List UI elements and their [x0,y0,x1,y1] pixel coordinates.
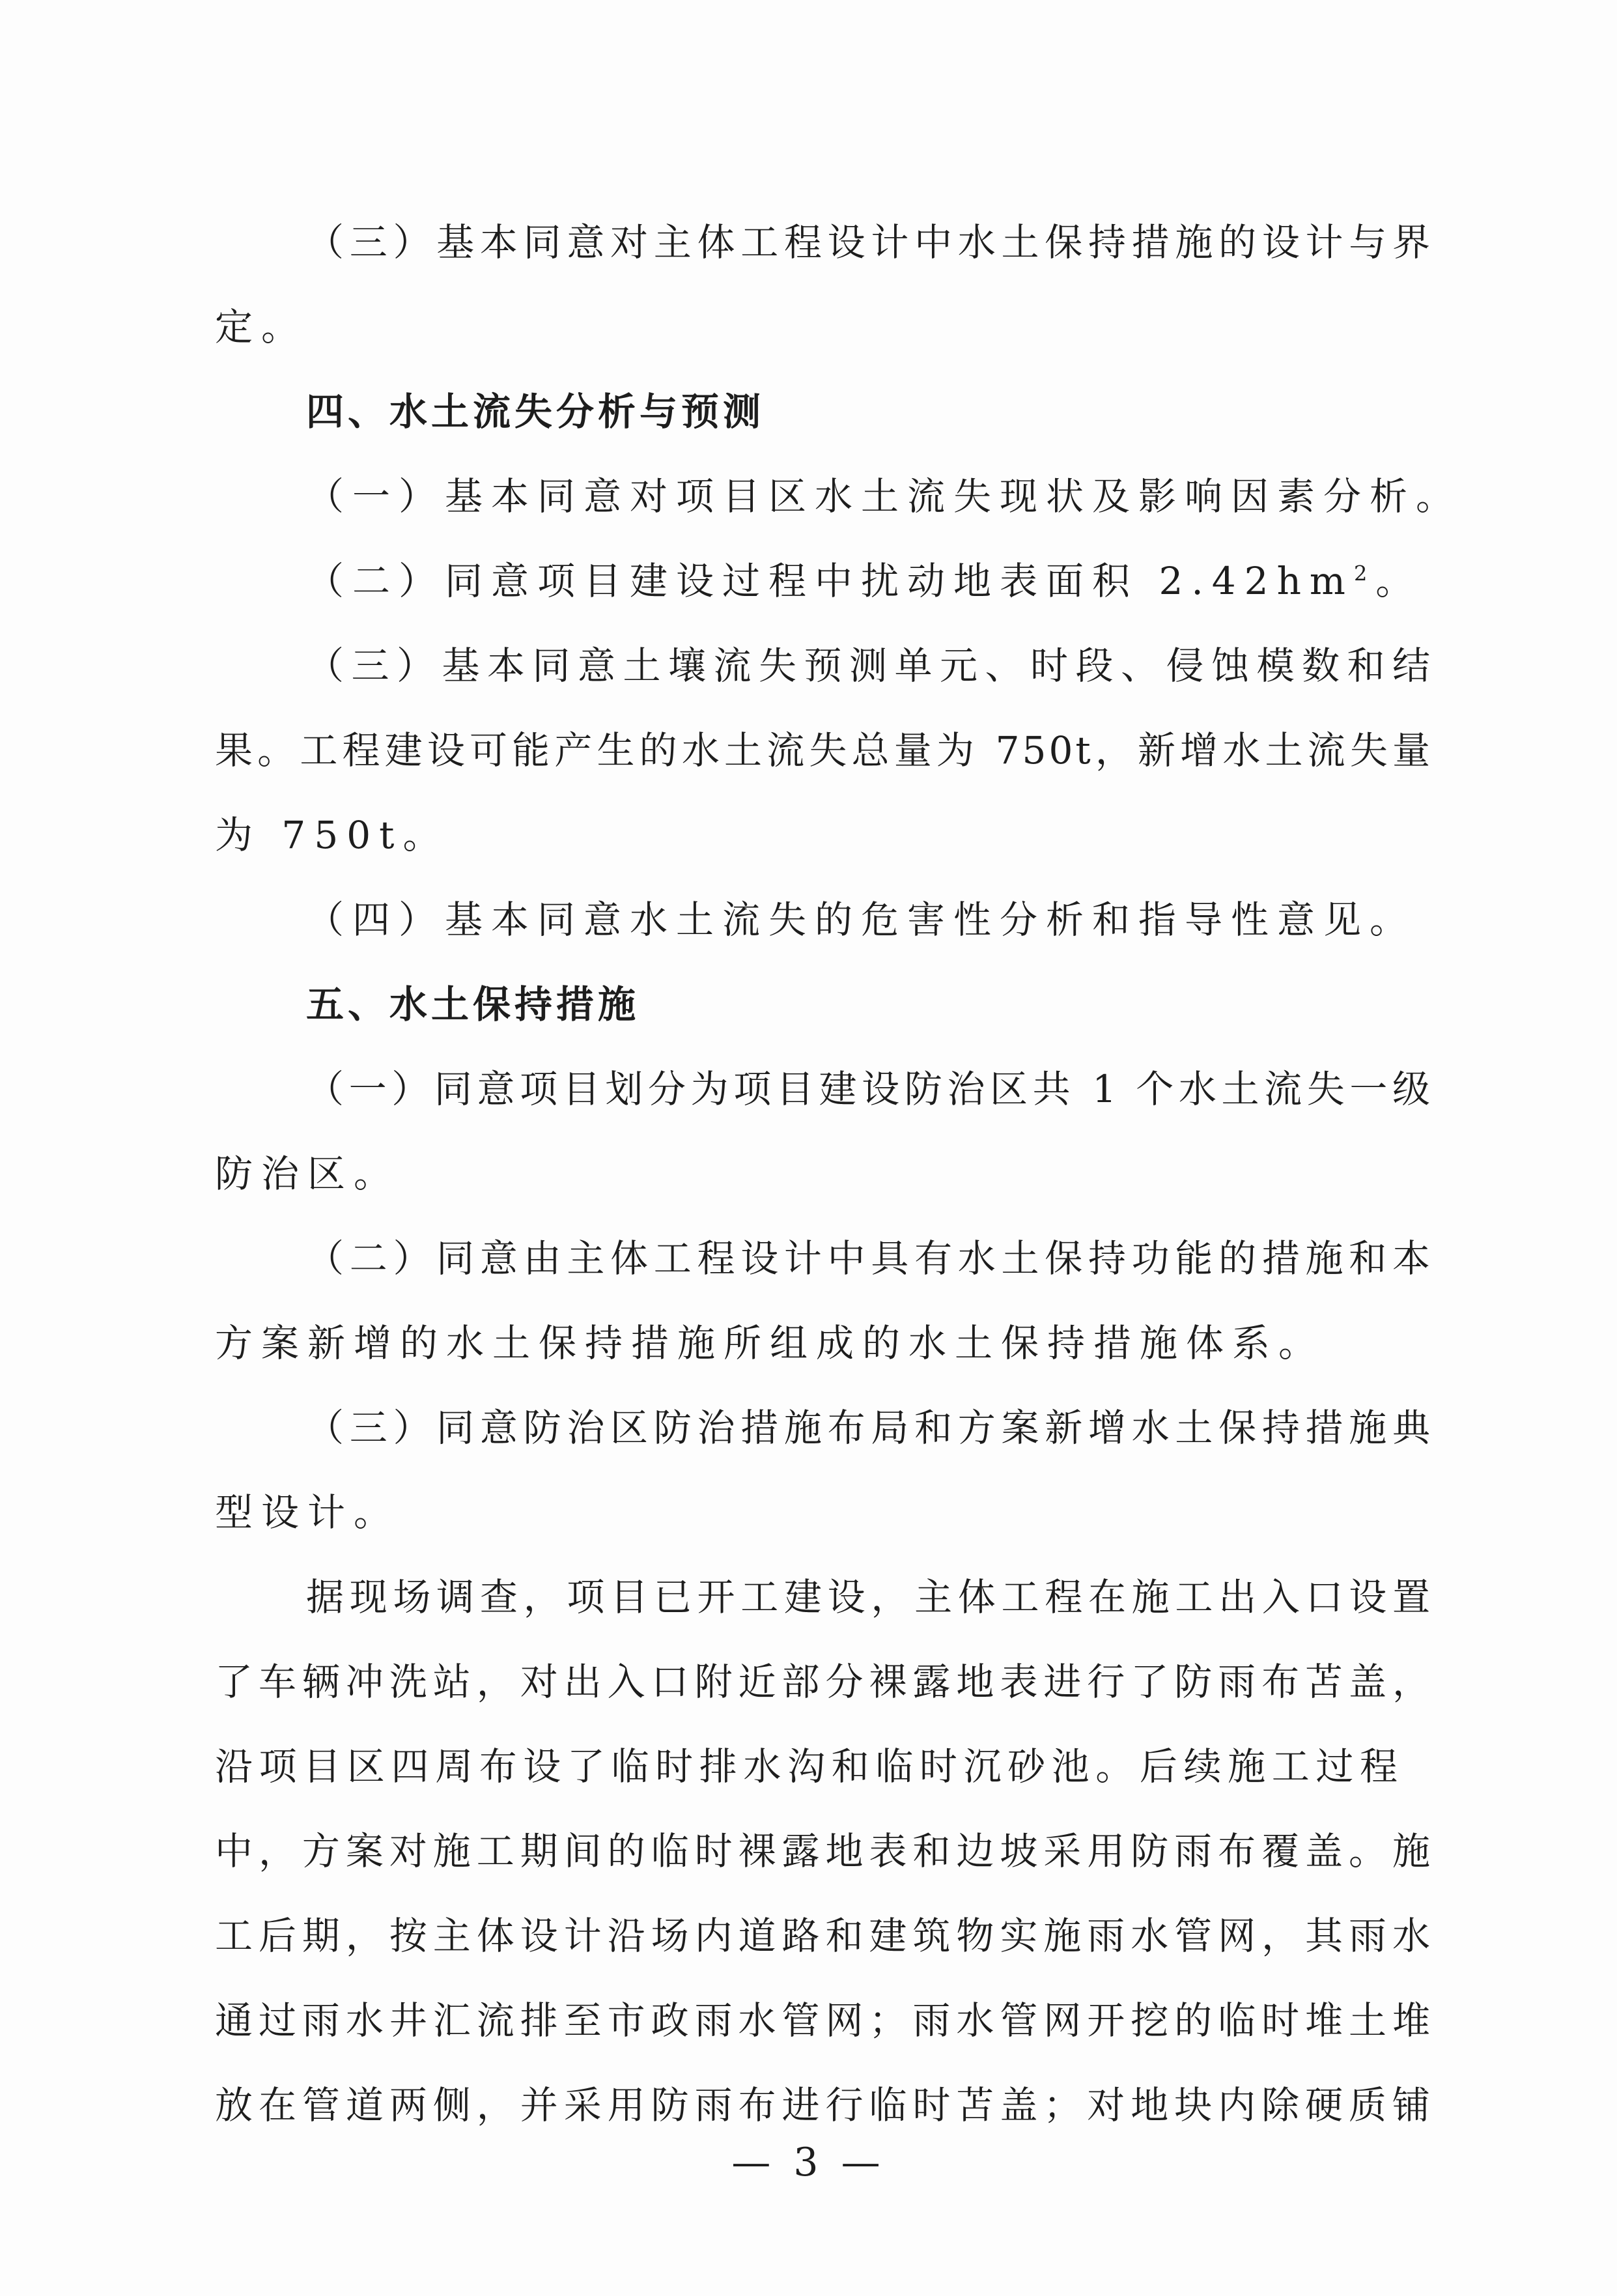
paragraph-line: （一）基本同意对项目区水土流失现状及影响因素分析。 [306,474,1463,518]
paragraph-line: 防治区。 [215,1152,401,1196]
paragraph-line: （三）同意防治区防治措施布局和方案新增水土保持措施典 [306,1406,1433,1450]
paragraph-line: 定。 [215,305,308,349]
page-number: — 3 — [731,2140,886,2185]
section-heading-5: 五、水土保持措施 [306,982,640,1027]
paragraph-line: （四）基本同意水土流失的危害性分析和指导性意见。 [306,898,1416,942]
paragraph-line: （三）基本同意土壤流失预测单元、时段、侵蚀模数和结 [306,644,1433,688]
paragraph-line: 通过雨水井汇流排至市政雨水管网；雨水管网开挖的临时堆土堆 [215,1998,1433,2043]
paragraph-line [306,545,1524,617]
paragraph-line: 为 750t。 [215,813,449,857]
paragraph-line: 放在管道两侧，并采用防雨布进行临时苫盖；对地块内除硬质铺 [215,2083,1433,2127]
paragraph-line: （三）基本同意对主体工程设计中水土保持措施的设计与界 [306,220,1433,264]
paragraph-line: 果。工程建设可能产生的水土流失总量为 750t，新增水土流失量 [215,728,1433,772]
paragraph-line: 中，方案对施工期间的临时裸露地表和边坡采用防雨布覆盖。施 [215,1829,1433,1873]
paragraph-line: 沿项目区四周布设了临时排水沟和临时沉砂池。后续施工过程 [215,1744,1400,1789]
section-heading-4: 四、水土流失分析与预测 [306,390,765,434]
paragraph-line: 方案新增的水土保持措施所组成的水土保持措施体系。 [215,1321,1325,1365]
superscript-two: 2 [1353,561,1376,586]
paragraph-line: 据现场调查，项目已开工建设，主体工程在施工出入口设置 [306,1575,1433,1619]
paragraph-line: 型设计。 [215,1490,401,1535]
sentence-end-mark: 。 [1375,559,1422,603]
paragraph-line: 工后期，按主体设计沿场内道路和建筑物实施雨水管网，其雨水 [215,1914,1433,1958]
disturbed-area-text: （二）同意项目建设过程中扰动地表面积 2.42hm [306,559,1354,603]
paragraph-line: （二）同意由主体工程设计中具有水土保持功能的措施和本 [306,1236,1433,1281]
paragraph-line: 了车辆冲洗站，对出入口附近部分裸露地表进行了防雨布苫盖， [215,1660,1433,1704]
paragraph-line: （一）同意项目划分为项目建设防治区共 1 个水土流失一级 [306,1067,1433,1111]
